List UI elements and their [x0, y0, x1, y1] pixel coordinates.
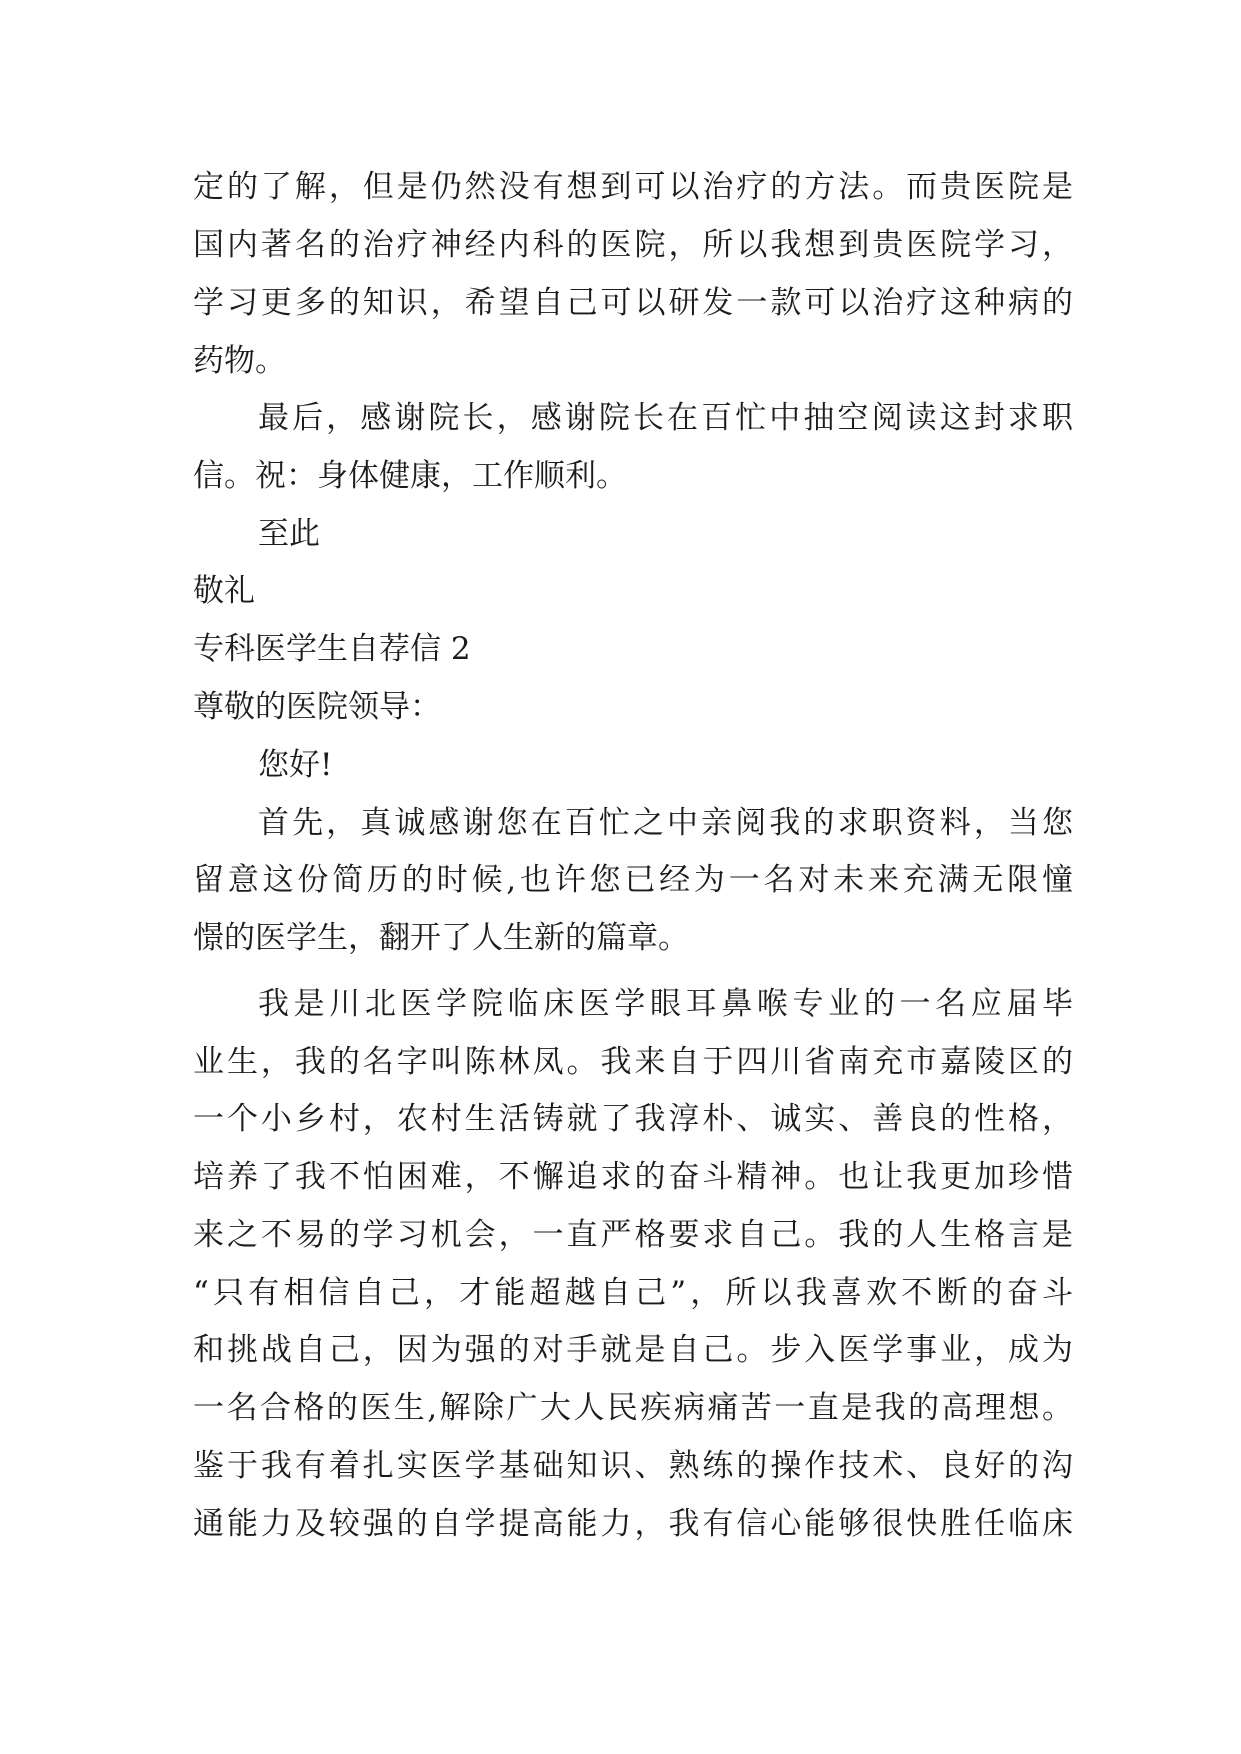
text-line: 鉴于我有着扎实医学基础知识、熟练的操作技术、良好的沟	[193, 1448, 1073, 1484]
text-line: 我是川北医学院临床医学眼耳鼻喉专业的一名应届毕	[258, 986, 1073, 1022]
text-line: 最后，感谢院长，感谢院长在百忙中抽空阅读这封求职	[258, 400, 1073, 436]
closing-line: 至此	[258, 516, 320, 552]
text-line: 学习更多的知识，希望自己可以研发一款可以治疗这种病的	[193, 285, 1073, 321]
section-title: 专科医学生自荐信 2	[193, 631, 471, 667]
salutation-line: 敬礼	[193, 573, 255, 609]
text-line: 通能力及较强的自学提高能力，我有信心能够很快胜任临床	[193, 1506, 1073, 1542]
greeting-line: 尊敬的医院领导：	[193, 689, 441, 725]
text-line: 憬的医学生，翻开了人生新的篇章。	[193, 920, 689, 956]
hello-line: 您好!	[258, 747, 333, 783]
text-line: 留意这份简历的时候,也许您已经为一名对未来充满无限憧	[193, 862, 1073, 898]
text-line: 信。祝：身体健康，工作顺利。	[193, 458, 627, 494]
text-line: 一名合格的医生,解除广大人民疾病痛苦一直是我的高理想。	[193, 1390, 1073, 1426]
text-line: 药物。	[193, 343, 286, 379]
text-line: 培养了我不怕困难，不懈追求的奋斗精神。也让我更加珍惜	[193, 1159, 1073, 1195]
text-line: 一个小乡村，农村生活铸就了我淳朴、诚实、善良的性格，	[193, 1101, 1073, 1137]
text-line: 定的了解，但是仍然没有想到可以治疗的方法。而贵医院是	[193, 169, 1073, 205]
text-line: 国内著名的治疗神经内科的医院，所以我想到贵医院学习，	[193, 227, 1073, 263]
text-line: 业生，我的名字叫陈林凤。我来自于四川省南充市嘉陵区的	[193, 1044, 1073, 1080]
text-line: “只有相信自己，才能超越自己”，所以我喜欢不断的奋斗	[193, 1275, 1073, 1311]
text-line: 来之不易的学习机会，一直严格要求自己。我的人生格言是	[193, 1217, 1073, 1253]
text-line: 和挑战自己，因为强的对手就是自己。步入医学事业，成为	[193, 1332, 1073, 1368]
text-line: 首先，真诚感谢您在百忙之中亲阅我的求职资料，当您	[258, 805, 1073, 841]
